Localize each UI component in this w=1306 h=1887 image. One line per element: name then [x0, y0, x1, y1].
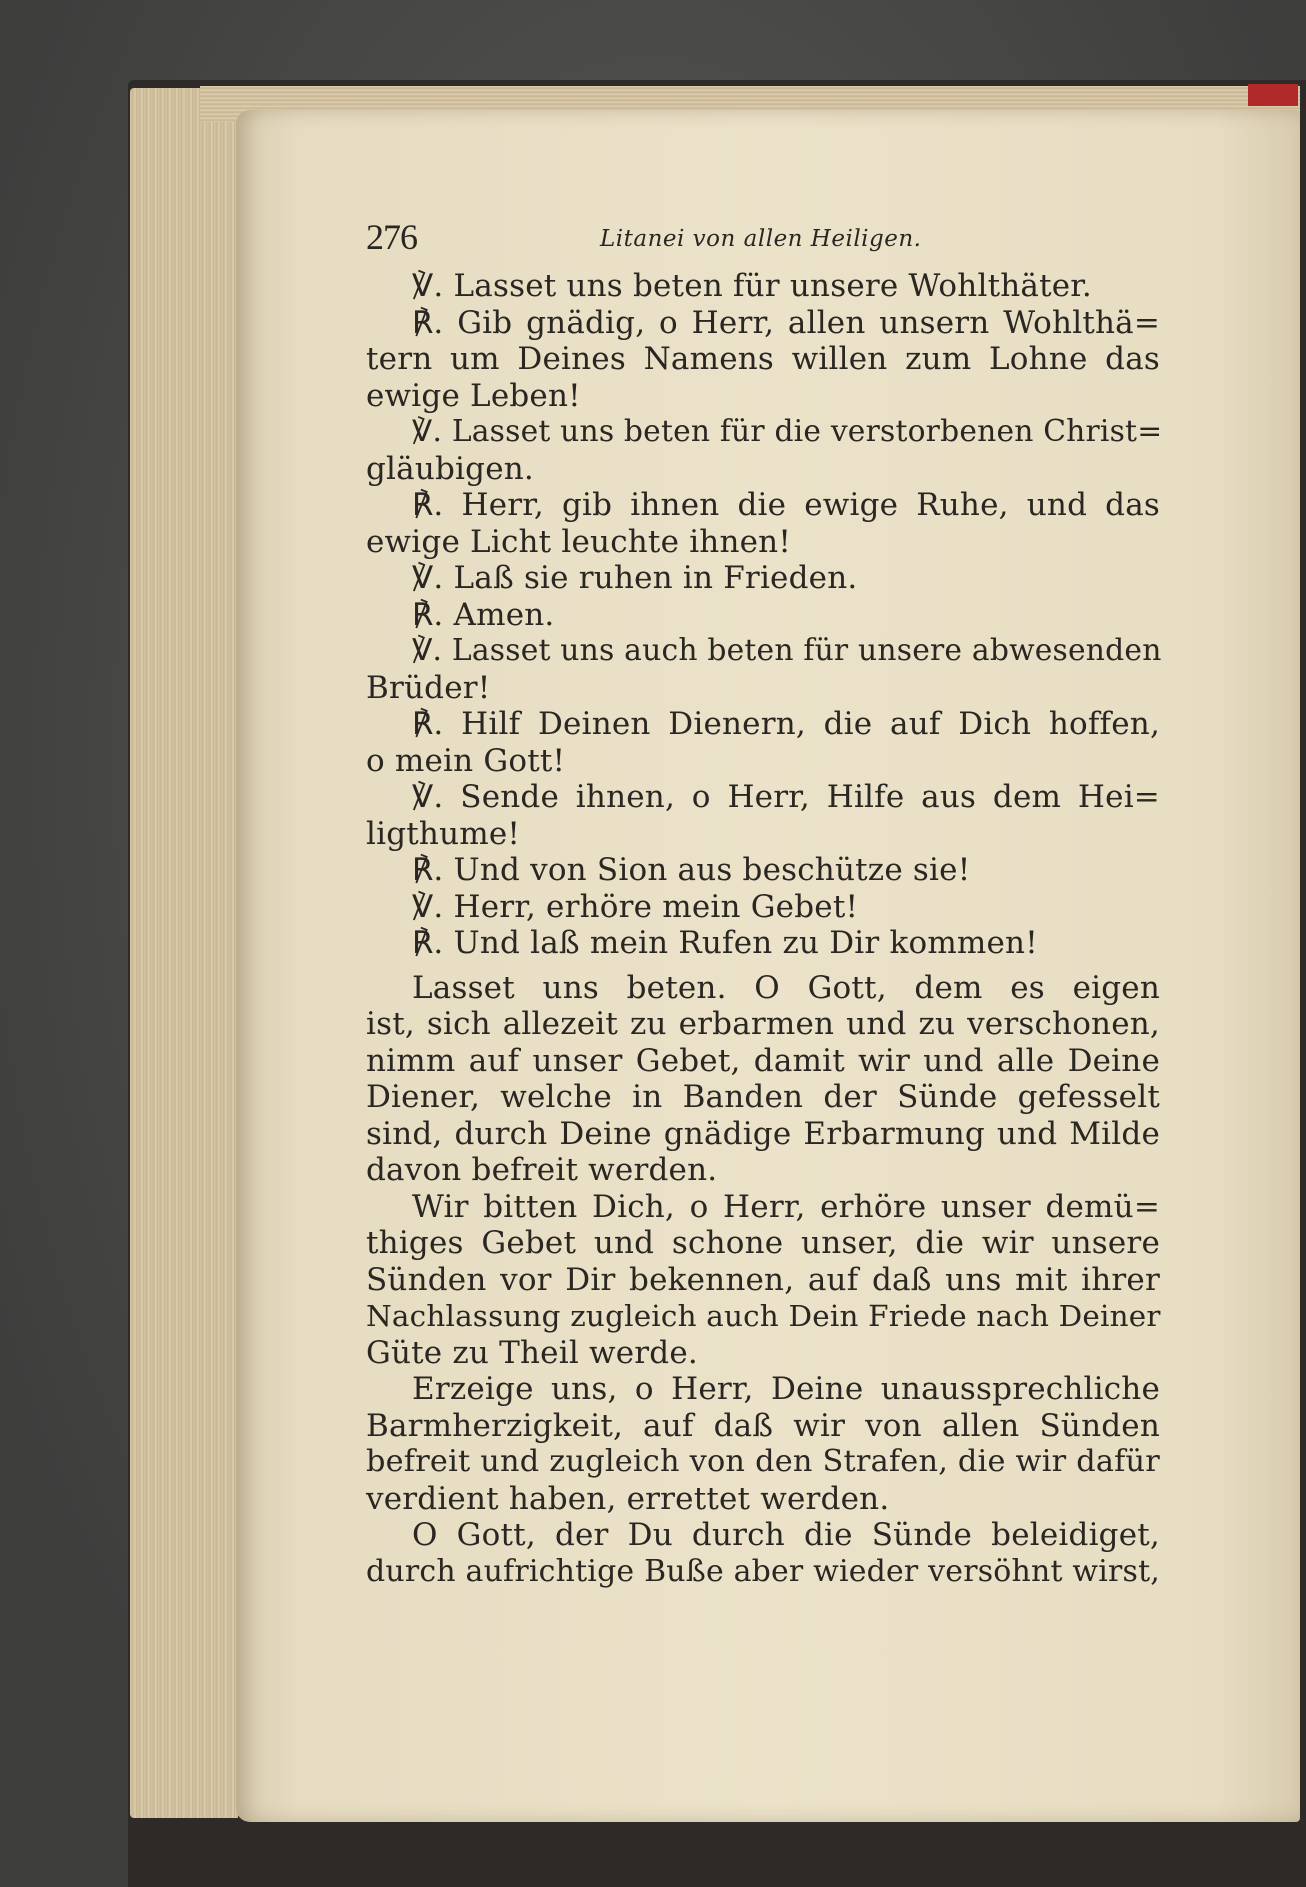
- text-line: ewige Leben!: [366, 377, 581, 414]
- page-content: [366, 216, 1163, 1590]
- page-number: 276: [366, 217, 417, 257]
- text-line: ℣. Lasset uns beten für unsere Wohlthäter.: [412, 268, 1092, 304]
- text-line: ligthume!: [366, 815, 521, 852]
- text-line: ℣. Herr, erhöre mein Gebet!: [412, 888, 859, 925]
- text-line: Sünden vor Dir bekennen, auf daß uns mit ihrer: [366, 1261, 1160, 1298]
- text-line: Barmherzigkeit, auf daß wir von allen Sünden: [366, 1407, 1160, 1444]
- text-line: Wir bitten Dich, o Herr, erhöre unser demü=: [412, 1188, 1160, 1225]
- running-head: Litanei von allen Heiligen.: [600, 226, 922, 252]
- text-body: [366, 268, 1163, 1590]
- page-block-edges: [130, 88, 238, 1818]
- text-line: ℟. Und laß mein Rufen zu Dir kommen!: [412, 925, 1038, 961]
- page-header: [366, 216, 1160, 268]
- text-line: ℣. Laß sie ruhen in Frieden.: [412, 560, 858, 596]
- text-line: sind, durch Deine gnädige Erbarmung und Milde: [366, 1115, 1160, 1152]
- text-line: befreit und zugleich von den Strafen, die wir dafür: [366, 1444, 1160, 1479]
- text-line: ℟. Und von Sion aus beschütze sie!: [412, 852, 971, 888]
- text-line: verdient haben, errettet werden.: [366, 1480, 890, 1517]
- text-line: Nachlassung zugleich auch Dein Friede nach Deiner: [366, 1299, 1161, 1333]
- text-line: ℟. Hilf Deinen Dienern, die auf Dich hoffen,: [412, 706, 1160, 742]
- text-line: durch aufrichtige Buße aber wieder versöhnt wirst,: [366, 1553, 1161, 1589]
- text-line: ewige Licht leuchte ihnen!: [366, 523, 792, 560]
- text-line: ℣. Lasset uns beten für die verstorbenen Christ=: [412, 414, 1163, 449]
- text-line: Diener, welche in Banden der Sünde gefesselt: [366, 1079, 1160, 1115]
- paragraph-gap: [366, 962, 1160, 970]
- text-line: ℟. Herr, gib ihnen die ewige Ruhe, und das: [412, 487, 1160, 523]
- text-line: Güte zu Theil werde.: [366, 1334, 698, 1371]
- text-line: thiges Gebet und schone unser, die wir unsere: [366, 1225, 1160, 1261]
- text-line: Lasset uns beten. O Gott, dem es eigen: [412, 969, 1160, 1006]
- text-line: Brüder!: [366, 669, 491, 706]
- text-line: o mein Gott!: [366, 742, 566, 779]
- text-line: Erzeige uns, o Herr, Deine unaussprechliche: [412, 1371, 1160, 1407]
- text-line: ist, sich allezeit zu erbarmen und zu verschonen,: [366, 1006, 1160, 1042]
- text-line: nimm auf unser Gebet, damit wir und alle Deine: [366, 1042, 1160, 1079]
- ribbon-bookmark: [1248, 84, 1298, 106]
- text-line: ℣. Lasset uns auch beten für unsere abwesenden: [412, 633, 1162, 668]
- text-line: gläubigen.: [366, 450, 534, 487]
- text-line: ℟. Amen.: [412, 596, 555, 633]
- text-line: tern um Deines Namens willen zum Lohne das: [366, 341, 1160, 377]
- text-line: O Gott, der Du durch die Sünde beleidiget,: [412, 1517, 1160, 1553]
- text-line: ℟. Gib gnädig, o Herr, allen unsern Wohlthä=: [412, 304, 1160, 341]
- text-line: davon befreit werden.: [366, 1152, 718, 1188]
- text-line: ℣. Sende ihnen, o Herr, Hilfe aus dem Hei=: [412, 779, 1160, 815]
